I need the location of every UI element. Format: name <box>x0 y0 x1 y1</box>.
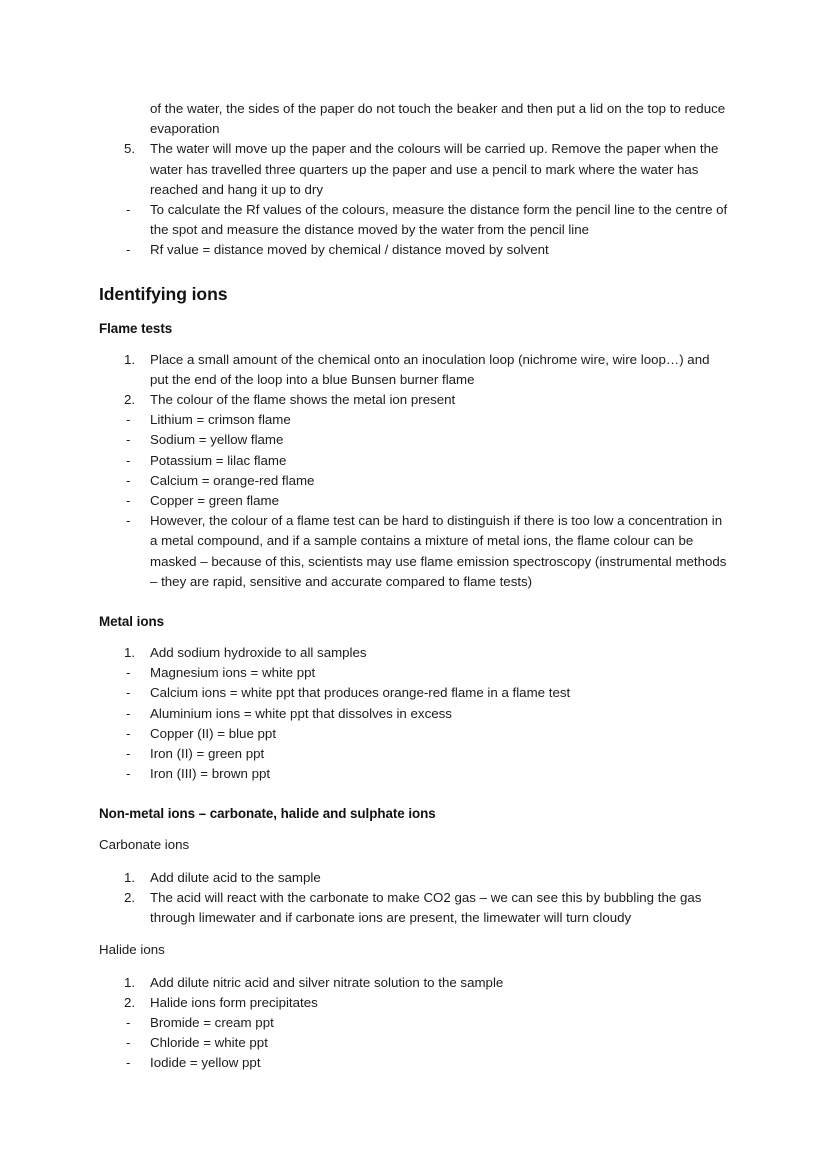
list-marker-dash: - <box>126 1035 131 1051</box>
label-carbonate-ions: Carbonate ions <box>99 837 190 853</box>
list-item-text: Add dilute acid to the sample <box>150 869 321 885</box>
list-item <box>99 724 729 744</box>
list-marker-dash: - <box>126 1014 131 1030</box>
spacer-after-metal-ions-subheading <box>99 631 729 643</box>
list-marker-dash: - <box>126 412 131 428</box>
list-marker-number: 1. <box>124 974 136 990</box>
spacer-after-heading <box>99 306 729 319</box>
list-item <box>99 491 729 511</box>
spacer-before-heading <box>99 261 729 283</box>
list-item-text: Bromide = cream ppt <box>150 1014 274 1030</box>
list-item <box>99 390 729 410</box>
list-marker-number: 1. <box>124 869 136 885</box>
document-body <box>99 99 729 1074</box>
metal-ions-list <box>99 643 729 784</box>
list-item-text: Lithium = crimson flame <box>150 412 291 428</box>
list-item-text: However, the colour of a flame test can be hard to distinguish if there is too low a concentration in a metal compound, and if a sample contains a mixture of metal ions, the flame colour can be masked – because of this, scientists may use flame emission spectroscopy (instrumental methods – they are rapid, sensitive and accurate compared to flame tests) <box>150 513 727 589</box>
list-marker-dash: - <box>126 493 131 509</box>
list-marker-number: 1. <box>124 645 136 661</box>
list-item-text: The acid will react with the carbonate to make CO2 gas – we can see this by bubbling the gas through limewater and if carbonate ions are present, the limewater will turn cloudy <box>150 889 702 926</box>
list-marker-number: 1. <box>124 351 136 367</box>
list-item-text: Iron (III) = brown ppt <box>150 766 271 782</box>
list-marker-dash: - <box>126 665 131 681</box>
list-item <box>99 973 729 993</box>
spacer-before-nonmetal-ions <box>99 784 729 804</box>
list-item-text: The colour of the flame shows the metal ion present <box>150 392 456 408</box>
list-marker-dash: - <box>126 725 131 741</box>
list-item-text: Iron (II) = green ppt <box>150 746 265 762</box>
list-item-text: Rf value = distance moved by chemical / distance moved by solvent <box>150 242 549 258</box>
list-marker-dash: - <box>126 452 131 468</box>
list-item <box>99 99 729 139</box>
spacer-after-halide-label <box>99 961 729 973</box>
list-item <box>99 704 729 724</box>
list-marker-number: 2. <box>124 392 136 408</box>
list-item-text: Add dilute nitric acid and silver nitrate solution to the sample <box>150 974 504 990</box>
list-item <box>99 663 729 683</box>
list-marker-dash: - <box>126 242 131 258</box>
list-marker-dash: - <box>126 202 131 218</box>
list-item <box>99 410 729 430</box>
subheading-metal-ions: Metal ions <box>99 614 164 630</box>
list-item <box>99 643 729 663</box>
spacer-after-subheading <box>99 338 729 350</box>
list-item <box>99 1033 729 1053</box>
list-item-text: Aluminium ions = white ppt that dissolves in excess <box>150 705 452 721</box>
label-halide-ions: Halide ions <box>99 942 165 958</box>
list-item-text: The water will move up the paper and the colours will be carried up. Remove the paper when the water has travelled three quarters up the paper and use a pencil to mark where the water has reached and hang it up to dry <box>150 141 719 197</box>
halide-ions-list <box>99 973 729 1074</box>
list-item <box>99 511 729 592</box>
list-item <box>99 350 729 390</box>
list-item-text: Sodium = yellow flame <box>150 432 284 448</box>
list-item-text: Place a small amount of the chemical onto an inoculation loop (nichrome wire, wire loop…) and put the end of the loop into a blue Bunsen burner flame <box>150 351 710 387</box>
list-item-text: Calcium ions = white ppt that produces orange-red flame in a flame test <box>150 685 571 701</box>
list-item <box>99 868 729 888</box>
list-item <box>99 764 729 784</box>
list-item-text: Halide ions form precipitates <box>150 994 318 1010</box>
list-item <box>99 200 729 240</box>
list-item <box>99 993 729 1013</box>
list-item <box>99 1053 729 1073</box>
list-item <box>99 430 729 450</box>
spacer-before-carbonate-label <box>99 823 729 835</box>
list-item-text: Iodide = yellow ppt <box>150 1055 261 1071</box>
list-marker-dash: - <box>126 746 131 762</box>
list-marker-number: 2. <box>124 889 136 905</box>
list-item-text: Calcium = orange-red flame <box>150 472 315 488</box>
list-item-text: Chloride = white ppt <box>150 1035 268 1051</box>
list-item-text: Copper = green flame <box>150 493 279 509</box>
list-item <box>99 139 729 200</box>
list-marker-dash: - <box>126 1055 131 1071</box>
subheading-flame-tests: Flame tests <box>99 320 173 336</box>
list-marker-dash: - <box>126 685 131 701</box>
carbonate-ions-list <box>99 868 729 929</box>
list-item-text: Copper (II) = blue ppt <box>150 725 277 741</box>
list-item <box>99 451 729 471</box>
spacer-before-halide-label <box>99 928 729 940</box>
list-item <box>99 471 729 491</box>
list-item-text: To calculate the Rf values of the colours, measure the distance form the pencil line to the centre of the spot and measure the distance moved by the water from the pencil line <box>150 202 728 238</box>
list-item-text: Potassium = lilac flame <box>150 452 287 468</box>
list-item <box>99 744 729 764</box>
list-item <box>99 240 729 260</box>
list-marker-dash: - <box>126 766 131 782</box>
list-item-text: Add sodium hydroxide to all samples <box>150 645 367 661</box>
list-marker-dash: - <box>126 513 131 529</box>
list-item-text: of the water, the sides of the paper do not touch the beaker and then put a lid on the top to reduce evaporation <box>150 101 726 137</box>
list-item <box>99 683 729 703</box>
list-marker-number: 5. <box>124 141 136 157</box>
continued-list <box>99 99 729 261</box>
page-title: Identifying ions <box>99 283 228 304</box>
spacer-before-metal-ions <box>99 592 729 612</box>
list-item-text: Magnesium ions = white ppt <box>150 665 316 681</box>
spacer-after-carbonate-label <box>99 856 729 868</box>
subheading-non-metal-ions: Non-metal ions – carbonate, halide and sulphate ions <box>99 806 436 822</box>
list-item <box>99 1013 729 1033</box>
list-marker-dash: - <box>126 432 131 448</box>
list-marker-dash: - <box>126 705 131 721</box>
list-marker-number: 2. <box>124 994 136 1010</box>
flame-tests-list <box>99 350 729 592</box>
list-item <box>99 888 729 928</box>
list-marker-dash: - <box>126 472 131 488</box>
